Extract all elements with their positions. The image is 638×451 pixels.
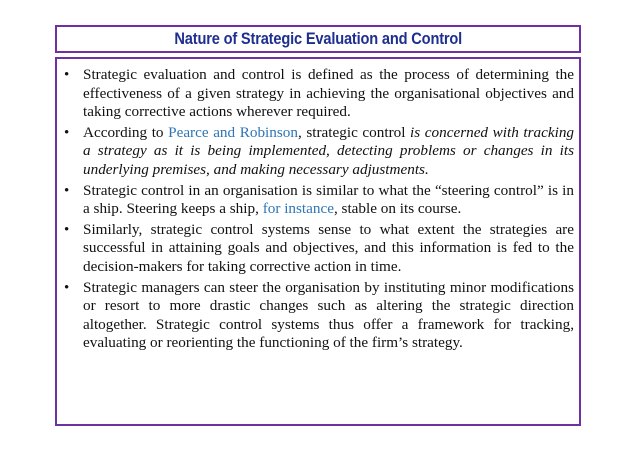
bullet-item-4 <box>61 221 574 277</box>
bullet-item-5 <box>61 279 574 353</box>
bullet-item-2 <box>61 124 574 180</box>
definition-quote: is concerned with tracking a strategy as it is being implemented, detecting problems or changes in its underlying premises, and making necessary adjustments. <box>83 123 575 178</box>
bullet-icon: • <box>64 221 70 238</box>
bullet-text-middle: , strategic control <box>297 123 411 141</box>
title-box <box>55 25 581 53</box>
bullet-icon: • <box>64 67 70 83</box>
bullet-icon: • <box>64 182 70 199</box>
bullet-text-prefix: Strategic control in an organisation is similar to what the “steering control” is in a ship. Steering keeps a ship, <box>83 181 574 218</box>
bullet-icon: • <box>64 279 70 296</box>
bullet-text: Similarly, strategic control systems sense to what extent the strategies are successful in attaining goals and objectives, and this information is fed to the decision-makers for taking corrective action in time. <box>83 220 574 275</box>
bullet-text: Strategic evaluation and control is defined as the process of determining the effectiveness of a given strategy in achieving the organisational objectives and taking corrective actions wherever required. <box>83 66 574 121</box>
bullet-list <box>61 66 574 353</box>
bullet-item-1 <box>61 66 574 122</box>
bullet-text: Strategic managers can steer the organisation by instituting minor modifications or resort to more drastic changes such as altering the strategic direction altogether. Strategic control systems thus offer a framework for tracking, evaluating or reorienting the functioning of the firm’s strategy. <box>83 278 574 352</box>
author-reference: Pearce and Robinson <box>168 123 298 141</box>
highlight-phrase: for instance <box>262 200 334 218</box>
bullet-item-3 <box>61 182 574 219</box>
bullet-text-prefix: According to <box>83 123 169 141</box>
content-box <box>55 57 581 426</box>
slide-title: Nature of Strategic Evaluation and Control <box>174 29 462 48</box>
bullet-icon: • <box>64 124 70 141</box>
bullet-text-suffix: , stable on its course. <box>333 200 462 218</box>
